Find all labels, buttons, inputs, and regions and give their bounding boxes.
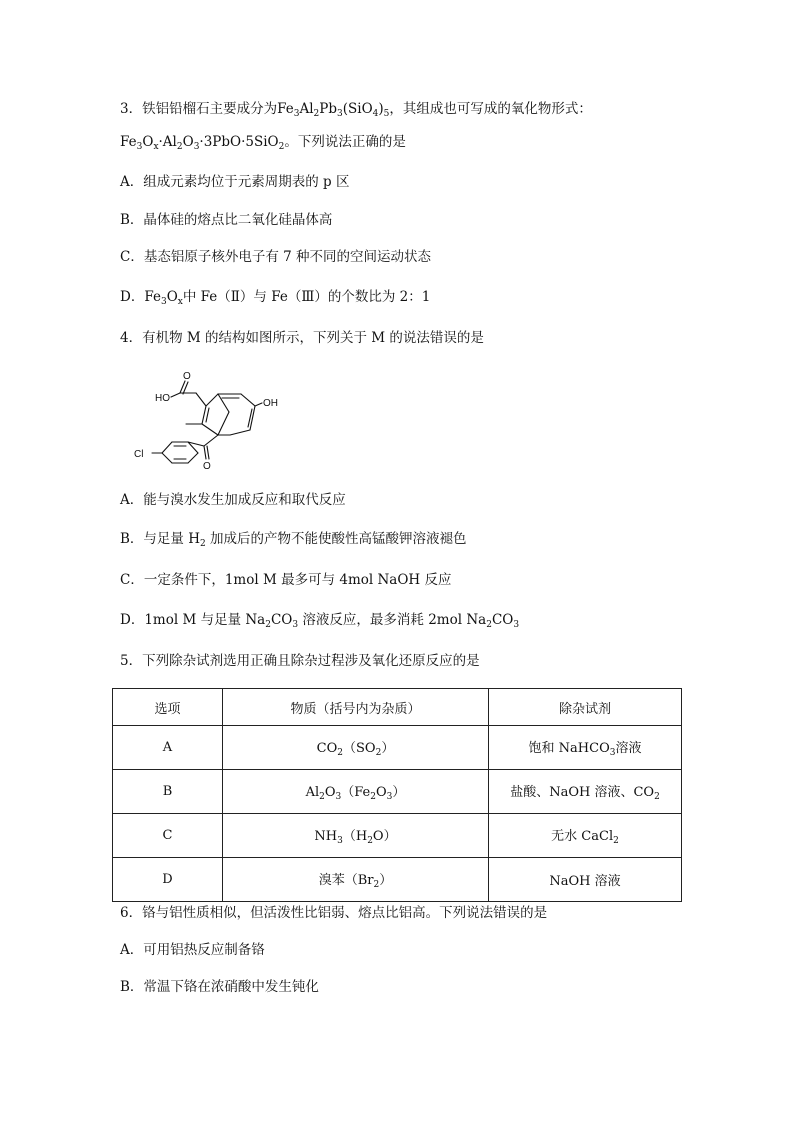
table-row [113, 814, 682, 858]
cell-substance: 溴苯$(Br_2)$ [223, 858, 489, 902]
label-acid-o: O [183, 371, 191, 382]
cell-option: B [113, 770, 223, 814]
header-substance: 物质（括号内为杂质） [223, 689, 489, 726]
label-ketone-o: O [203, 461, 211, 472]
formula-na2co3: $Na_2CO_3$ [245, 612, 299, 630]
q3-stem-line2 [120, 133, 406, 156]
table-row [113, 726, 682, 770]
cell-reagent: NaOH 溶液 [489, 858, 682, 902]
q3-option-d: D．$Fe_3O_x$中 Fe（Ⅱ）与 Fe（Ⅲ）的个数比为 2：1 [120, 289, 431, 307]
label-chlorine: Cl [134, 449, 144, 460]
cell-reagent: 盐酸、NaOH 溶液、$CO_2$ [489, 770, 682, 814]
header-option: 选项 [113, 689, 223, 726]
q4-option-a: A．能与溴水发生加成反应和取代反应 [120, 492, 346, 508]
q3-stem-text: 3．铁铝铅榴石主要成分为 [120, 101, 278, 117]
cell-reagent: 饱和 NaHCO$_3$溶液 [489, 726, 682, 770]
label-acid-oh: HO [155, 393, 170, 404]
q3-stem-text-cont: ，其组成也可写成的氧化物形式： [389, 101, 592, 117]
cell-substance: $NH_3(H_2O)$ [223, 814, 489, 858]
q3-stem-question: 。下列说法正确的是 [284, 134, 406, 150]
formula-na2co3-2: $Na_2CO_3$ [466, 612, 520, 630]
purification-table [112, 688, 682, 902]
q6-option-a: A．可用铝热反应制备铬 [120, 942, 265, 958]
q3-stem-line1 [120, 100, 592, 123]
table-row [113, 858, 682, 902]
cell-option: A [113, 726, 223, 770]
cell-reagent: 无水 CaCl$_2$ [489, 814, 682, 858]
formula-fe3ox: $Fe_3O_x$ [144, 289, 183, 307]
q3-option-c: C．基态铝原子核外电子有 7 种不同的空间运动状态 [120, 249, 432, 265]
q3-option-b: B．晶体硅的熔点比二氧化硅晶体高 [120, 212, 333, 228]
table-row [113, 770, 682, 814]
label-phenol-oh: OH [263, 398, 278, 409]
formula-almandine: $Fe_3Al_2Pb_3(SiO_4)_5$ [277, 101, 390, 119]
cell-option: D [113, 858, 223, 902]
q6-stem: 6．铬与铝性质相似，但活泼性比铝弱、熔点比铝高。下列说法错误的是 [120, 905, 548, 921]
cell-option: C [113, 814, 223, 858]
q3-option-a: A．组成元素均位于元素周期表的 p 区 [120, 174, 350, 190]
formula-h2: $H_2$ [188, 531, 206, 549]
formula-oxide-form: $Fe_3O_x\cdot Al_2O_3\cdot 3PbO\cdot 5SiO_2$ [120, 134, 285, 152]
header-reagent: 除杂试剂 [489, 689, 682, 726]
q4-option-d: D．1mol M 与足量 $Na_2CO_3$ 溶液反应，最多消耗 2mol $Na_2CO_3$ [120, 612, 520, 630]
q4-option-c: C．一定条件下，1mol M 最多可与 4mol NaOH 反应 [120, 572, 452, 588]
cell-substance: $CO_2(SO_2)$ [223, 726, 489, 770]
structure-diagram-m [110, 360, 300, 472]
cell-substance: $Al_2O_3(Fe_2O_3)$ [223, 770, 489, 814]
q6-option-b: B．常温下铬在浓硝酸中发生钝化 [120, 979, 319, 995]
q4-stem: 4．有机物 M 的结构如图所示，下列关于 M 的说法错误的是 [120, 330, 484, 346]
table-header-row [113, 689, 682, 726]
q5-stem: 5．下列除杂试剂选用正确且除杂过程涉及氧化还原反应的是 [120, 653, 480, 669]
q4-option-b: B．与足量 $H_2$ 加成后的产物不能使酸性高锰酸钾溶液褪色 [120, 531, 467, 549]
